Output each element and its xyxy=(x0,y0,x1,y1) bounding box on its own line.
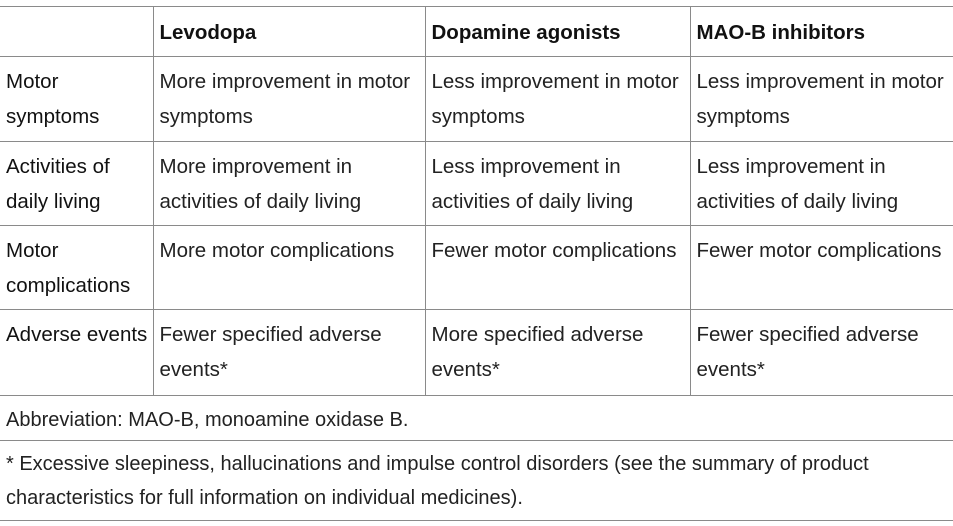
table-cell: Less improvement in activities of daily living xyxy=(425,142,690,226)
table-cell: More specified adverse events* xyxy=(425,310,690,396)
header-levodopa: Levodopa xyxy=(153,7,425,57)
table-cell: Less improvement in activities of daily living xyxy=(690,142,953,226)
table-cell: More improvement in activities of daily living xyxy=(153,142,425,226)
table-notes xyxy=(0,395,953,521)
footnote: * Excessive sleepiness, hallucinations and impulse control disorders (see the summary of product characteristics for full information on individual medicines). xyxy=(0,441,953,521)
header-row xyxy=(0,7,953,57)
table-header xyxy=(0,7,953,57)
abbreviation-note: Abbreviation: MAO-B, monoamine oxidase B. xyxy=(0,395,953,441)
table-cell: Fewer specified adverse events* xyxy=(153,310,425,396)
header-mao-b-inhibitors: MAO-B inhibitors xyxy=(690,7,953,57)
header-empty-cell xyxy=(0,7,153,57)
treatment-comparison-table xyxy=(0,6,953,396)
row-label-motor-symptoms: Motor symptoms xyxy=(0,57,153,142)
table-cell: Fewer motor complications xyxy=(690,226,953,310)
table-cell: Less improvement in motor symptoms xyxy=(425,57,690,142)
row-label-adverse-events: Adverse events xyxy=(0,310,153,396)
table-row xyxy=(0,226,953,310)
row-label-motor-complications: Motor complications xyxy=(0,226,153,310)
header-dopamine-agonists: Dopamine agonists xyxy=(425,7,690,57)
table-cell: More improvement in motor symptoms xyxy=(153,57,425,142)
table-row xyxy=(0,310,953,396)
row-label-activities-of-daily-living: Activities of daily living xyxy=(0,142,153,226)
table-body xyxy=(0,57,953,396)
table-row xyxy=(0,57,953,142)
table-cell: Fewer motor complications xyxy=(425,226,690,310)
table-cell: Less improvement in motor symptoms xyxy=(690,57,953,142)
table-cell: More motor complications xyxy=(153,226,425,310)
table-row xyxy=(0,142,953,226)
table-cell: Fewer specified adverse events* xyxy=(690,310,953,396)
